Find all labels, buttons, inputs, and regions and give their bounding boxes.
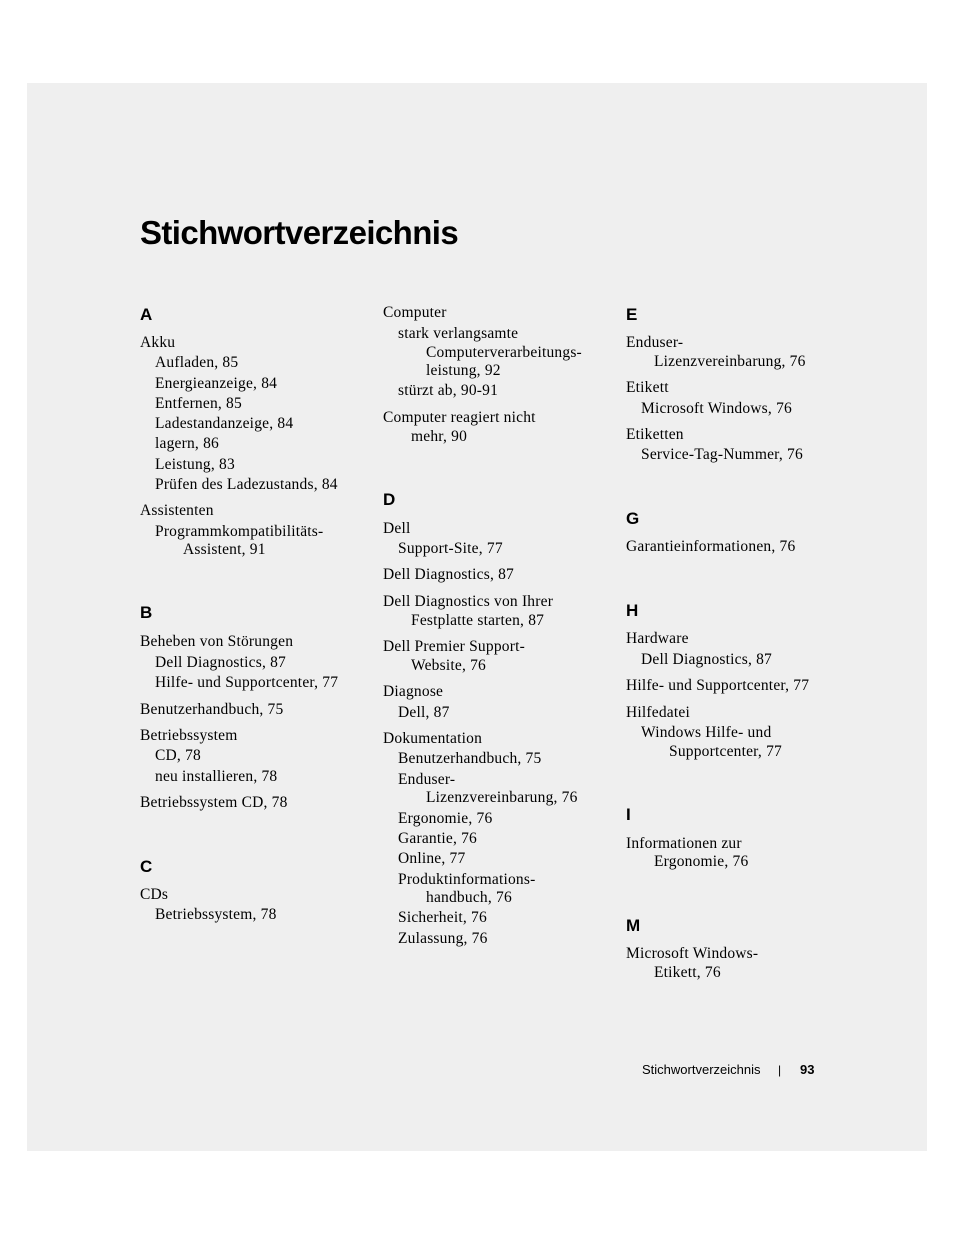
- footer-section-label: Stichwortverzeichnis: [642, 1062, 761, 1077]
- index-entry: Enduser-: [626, 334, 684, 351]
- index-entry-continuation: Ergonomie, 76: [654, 853, 749, 870]
- index-entry: Etiketten: [626, 426, 684, 443]
- index-subentry: Energieanzeige, 84: [155, 375, 278, 392]
- page-title: Stichwortverzeichnis: [140, 214, 459, 251]
- index-entry: Etikett: [626, 379, 669, 396]
- index-subentry: Leistung, 83: [155, 456, 235, 473]
- index-subentry: Dell Diagnostics, 87: [155, 654, 286, 671]
- index-entry: Hilfe- und Supportcenter, 77: [626, 677, 810, 694]
- section-letter-c: C: [140, 857, 153, 876]
- index-subentry: Online, 77: [398, 850, 466, 867]
- section-letter-m: M: [626, 916, 641, 935]
- index-subentry: Aufladen, 85: [155, 354, 239, 371]
- index-subentry-continuation: Assistent, 91: [183, 541, 266, 558]
- index-subentry: Microsoft Windows, 76: [641, 400, 792, 417]
- index-entry: Microsoft Windows-: [626, 945, 759, 962]
- index-entry-continuation: mehr, 90: [411, 428, 468, 445]
- index-subentry: Sicherheit, 76: [398, 909, 487, 926]
- index-subentry: Support-Site, 77: [398, 540, 503, 557]
- index-subentry: Ladestandanzeige, 84: [155, 415, 294, 432]
- index-subentry: Produktinformations-: [398, 871, 536, 888]
- index-entry: CDs: [140, 886, 169, 903]
- index-subentry-continuation: handbuch, 76: [426, 889, 512, 906]
- footer-separator: |: [778, 1063, 782, 1077]
- index-subentry-continuation: Computerverarbeitungs-: [426, 344, 582, 361]
- index-entry: Dell Diagnostics von Ihrer: [383, 593, 554, 610]
- index-subentry: Betriebssystem, 78: [155, 906, 277, 923]
- index-entry: Computer reagiert nicht: [383, 409, 536, 426]
- index-subentry: Service-Tag-Nummer, 76: [641, 446, 803, 463]
- index-entry: Assistenten: [140, 502, 214, 519]
- section-letter-h: H: [626, 601, 639, 620]
- index-subentry: Ergonomie, 76: [398, 810, 493, 827]
- index-entry: Akku: [140, 334, 176, 351]
- index-subentry: stark verlangsamte: [398, 325, 519, 342]
- index-subentry: Entfernen, 85: [155, 395, 242, 412]
- index-subentry: Hilfe- und Supportcenter, 77: [155, 674, 339, 691]
- index-entry-continuation: Festplatte starten, 87: [411, 612, 545, 629]
- index-subentry: Garantie, 76: [398, 830, 478, 847]
- index-entry: Dell Diagnostics, 87: [383, 566, 514, 583]
- index-subentry-continuation: Lizenzvereinbarung, 76: [426, 789, 578, 806]
- index-entry: Informationen zur: [626, 835, 742, 852]
- section-letter-d: D: [383, 490, 396, 509]
- index-entry: Dokumentation: [383, 730, 483, 747]
- section-letter-a: A: [140, 305, 153, 324]
- index-entry-continuation: Etikett, 76: [654, 964, 721, 981]
- index-subentry: lagern, 86: [155, 435, 219, 452]
- index-subentry: neu installieren, 78: [155, 768, 278, 785]
- index-subentry: Dell Diagnostics, 87: [641, 651, 772, 668]
- index-entry-continuation: Lizenzvereinbarung, 76: [654, 353, 806, 370]
- index-subentry: CD, 78: [155, 747, 201, 764]
- page-number: 93: [800, 1062, 815, 1077]
- index-subentry: Windows Hilfe- und: [641, 724, 772, 741]
- index-subentry-continuation: leistung, 92: [426, 362, 501, 379]
- index-subentry: Enduser-: [398, 771, 456, 788]
- index-entry: Benutzerhandbuch, 75: [140, 701, 284, 718]
- index-entry: Diagnose: [383, 683, 444, 700]
- index-entry: Hilfedatei: [626, 704, 690, 721]
- index-subentry: stürzt ab, 90-91: [398, 382, 499, 399]
- index-subentry: Dell, 87: [398, 704, 450, 721]
- index-entry: Dell Premier Support-: [383, 638, 525, 655]
- index-subentry-continuation: Supportcenter, 77: [669, 743, 782, 760]
- section-letter-i: I: [626, 805, 631, 824]
- index-entry: Garantieinformationen, 76: [626, 538, 796, 555]
- index-entry: Dell: [383, 520, 411, 537]
- index-subentry: Prüfen des Ladezustands, 84: [155, 476, 338, 493]
- index-entry: Computer: [383, 304, 447, 321]
- index-entry: Betriebssystem CD, 78: [140, 794, 288, 811]
- index-entry: Betriebssystem: [140, 727, 238, 744]
- index-entry: Beheben von Störungen: [140, 633, 294, 650]
- section-letter-e: E: [626, 305, 638, 324]
- index-entry-continuation: Website, 76: [411, 657, 486, 674]
- index-entry: Hardware: [626, 630, 689, 647]
- index-subentry: Benutzerhandbuch, 75: [398, 750, 542, 767]
- index-subentry: Zulassung, 76: [398, 930, 488, 947]
- index-subentry: Programmkompatibilitäts-: [155, 523, 324, 540]
- section-letter-b: B: [140, 603, 153, 622]
- section-letter-g: G: [626, 509, 640, 528]
